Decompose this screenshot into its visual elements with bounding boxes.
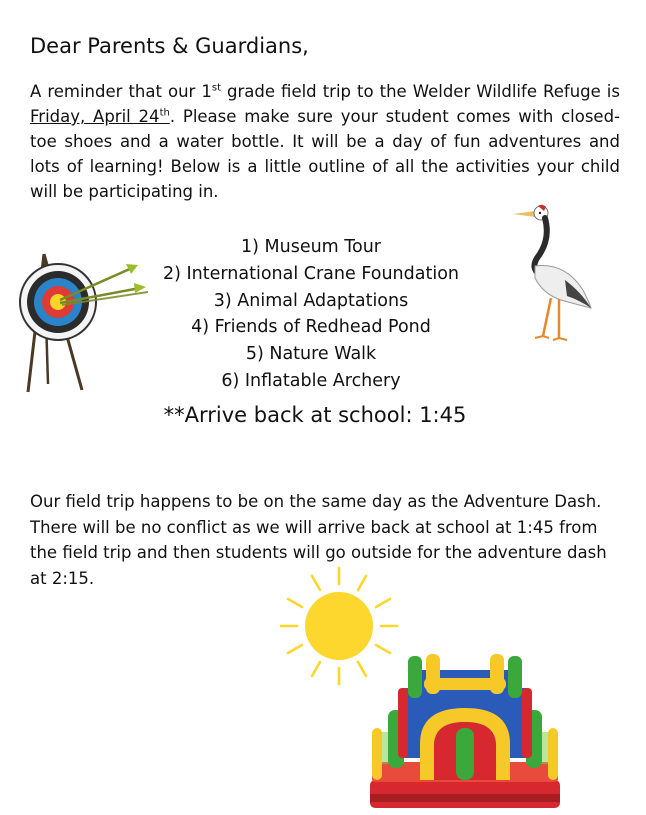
intro-sup-1: st (211, 82, 221, 94)
intro-text-3: . Please make sure your student comes with closed-toe shoes and a water bottle. It will be a day of fun adventures and lots of learning! Below is a little outline of all the activities your child will be participating in. (30, 107, 621, 201)
activity-item: 6) Inflatable Archery (221, 370, 401, 391)
intro-text-2: grade field trip to the Welder Wildlife Refuge is (221, 82, 620, 101)
activity-list (150, 234, 472, 395)
activity-item: 2) International Crane Foundation (162, 263, 460, 284)
trip-date-sup: th (159, 107, 170, 119)
activity-item: 4) Friends of Redhead Pond (191, 317, 431, 338)
trip-date-main: Friday, April 24 (30, 107, 160, 126)
inflatable-obstacle-icon (368, 648, 562, 810)
greeting: Dear Parents & Guardians, (30, 34, 309, 58)
intro-text-1: A reminder that our 1 (30, 82, 212, 101)
closing-paragraph: Our field trip happens to be on the same day as the Adventure Dash. There will be no conflict as we will arrive back at school at 1:45 from the field trip and then students will go outside for the adventure dash at 2:15. (30, 492, 607, 588)
intro-paragraph (30, 79, 620, 204)
archery-target-icon (14, 244, 154, 394)
activity-item: 3) Animal Adaptations (213, 290, 409, 311)
trip-date (30, 107, 170, 126)
activity-item: 5) Nature Walk (245, 344, 377, 365)
arrival-time: **Arrive back at school: 1:45 (163, 403, 467, 427)
crane-bird-icon (505, 200, 600, 345)
activity-item: 1) Museum Tour (240, 237, 381, 257)
